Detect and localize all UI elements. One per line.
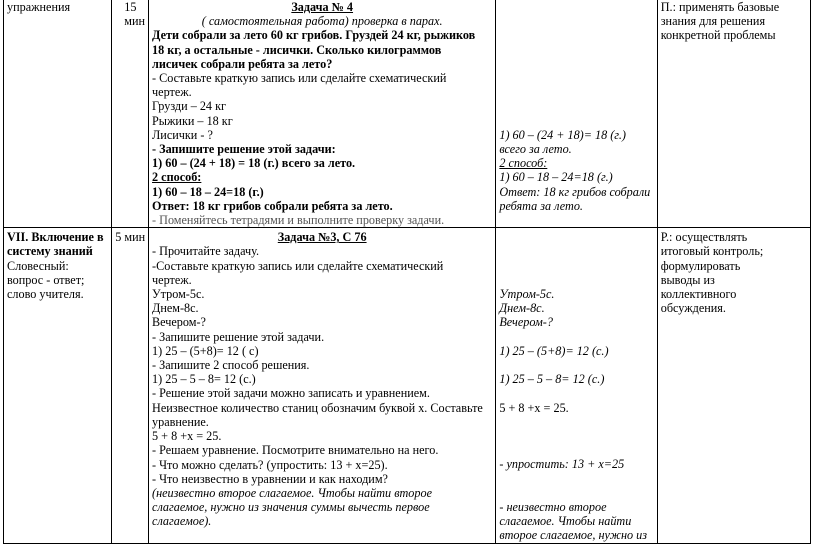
result-line: знания для решения bbox=[660, 14, 766, 29]
instruction-line: - Запишите решение этой задачи: bbox=[152, 142, 336, 157]
task-line: 1) 25 – (5+8)= 12 ( с) bbox=[152, 343, 259, 358]
stage-desc: слово учителя. bbox=[7, 287, 84, 302]
task-line: Вечером-? bbox=[152, 315, 206, 330]
student-line: 1) 60 – (24 + 18)= 18 (г.) bbox=[499, 127, 626, 142]
teacher-activity-cell bbox=[149, 0, 496, 228]
result-line: обсуждения. bbox=[660, 301, 726, 316]
task-title: Задача № 4 bbox=[291, 0, 354, 14]
task-line: - Решение этой задачи можно записать и уравнением. bbox=[152, 386, 430, 401]
table-row bbox=[4, 228, 811, 543]
answer-line: Ответ: 18 кг грибов собрали ребята за лето. bbox=[152, 198, 393, 213]
student-line: 2 способ: bbox=[499, 156, 548, 171]
student-activity-cell bbox=[496, 0, 657, 228]
result-line: П.: применять базовые bbox=[660, 0, 780, 14]
note-line: Лисички - ? bbox=[152, 127, 213, 142]
problem-line: Дети собрали за лето 60 кг грибов. Груздей 24 кг, рыжиков bbox=[152, 28, 476, 43]
task-line: -Составьте краткую запись или сделайте схематический bbox=[152, 258, 444, 273]
lesson-table bbox=[3, 0, 811, 544]
instruction-line: чертеж. bbox=[152, 85, 192, 100]
stage-desc: вопрос - ответ; bbox=[7, 272, 85, 287]
time-value: 15 bbox=[124, 0, 137, 14]
result-line: итоговый контроль; bbox=[660, 244, 764, 259]
student-line: Ответ: 18 кг грибов собрали bbox=[499, 184, 651, 199]
student-line: 5 + 8 +x = 25. bbox=[499, 400, 569, 415]
stage-title: систему знаний bbox=[7, 244, 93, 259]
final-instruction: - Поменяйтесь тетрадями и выполните проверку задачи. bbox=[152, 213, 445, 228]
task-line: слагаемое). bbox=[152, 514, 212, 529]
student-line: - упростить: 13 + x=25 bbox=[499, 457, 625, 472]
student-line: всего за лето. bbox=[499, 141, 572, 156]
task-line: слагаемое, нужно из значения суммы вычесть первое bbox=[152, 500, 430, 515]
task-line: Утром-5с. bbox=[152, 287, 205, 302]
student-line: второе слагаемое, нужно из bbox=[499, 528, 647, 543]
task-line: - Запишите решение этой задачи. bbox=[152, 329, 325, 344]
task-line: - Что неизвестно в уравнении и как находим? bbox=[152, 471, 388, 486]
student-line: слагаемое. Чтобы найти bbox=[499, 514, 632, 529]
stage-cell bbox=[4, 228, 112, 543]
stage-title: VII. Включение в bbox=[7, 230, 104, 245]
stage-desc: Словесный: bbox=[7, 258, 69, 273]
student-line: Днем-8с. bbox=[499, 301, 545, 316]
result-line: коллективного bbox=[660, 287, 737, 302]
problem-line: 18 кг, а остальные - лисички. Сколько килограммов bbox=[152, 42, 442, 57]
teacher-activity-cell bbox=[149, 228, 496, 543]
student-line: Вечером-? bbox=[499, 315, 553, 330]
results-cell bbox=[657, 0, 810, 228]
note-line: Рыжики – 18 кг bbox=[152, 113, 233, 128]
method2-title: 2 способ: bbox=[152, 170, 202, 185]
time-unit: мин bbox=[124, 14, 146, 29]
task-line: Днем-8с. bbox=[152, 301, 199, 316]
student-line: - неизвестно второе bbox=[499, 499, 607, 514]
time-cell bbox=[112, 0, 149, 228]
student-line: 1) 25 – (5+8)= 12 (с.) bbox=[499, 343, 609, 358]
task-line: уравнение. bbox=[152, 414, 209, 429]
student-line: ребята за лето. bbox=[499, 198, 583, 213]
student-line: Утром-5с. bbox=[499, 287, 555, 301]
task-line: - Что можно сделать? (упростить: 13 + x=25). bbox=[152, 457, 388, 472]
time-cell bbox=[112, 228, 149, 543]
results-cell bbox=[657, 228, 810, 543]
task-line: - Запишите 2 способ решения. bbox=[152, 358, 310, 373]
stage-cell bbox=[4, 0, 112, 228]
note-line: Грузди – 24 кг bbox=[152, 99, 226, 114]
student-activity-cell bbox=[496, 228, 657, 543]
stage-name: упражнения bbox=[7, 0, 71, 14]
student-line: 1) 60 – 18 – 24=18 (г.) bbox=[499, 170, 613, 185]
result-line: Р.: осуществлять bbox=[660, 230, 748, 245]
problem-line: лисичек собрали ребята за лето? bbox=[152, 56, 333, 71]
task-line: 1) 25 – 5 – 8= 12 (с.) bbox=[152, 372, 256, 387]
task-subtitle: ( самостоятельная работа) проверка в парах. bbox=[201, 14, 443, 29]
solution-line: 1) 60 – 18 – 24=18 (г.) bbox=[152, 184, 264, 199]
task-line: - Прочитайте задачу. bbox=[152, 244, 260, 259]
result-line: конкретной проблемы bbox=[660, 28, 776, 43]
task-line: (неизвестно второе слагаемое. Чтобы найти второе bbox=[152, 485, 432, 500]
task-line: чертеж. bbox=[152, 272, 192, 287]
result-line: выводы из bbox=[660, 272, 715, 287]
table-row bbox=[4, 0, 811, 228]
task-line: 5 + 8 +x = 25. bbox=[152, 429, 222, 444]
task-line: - Решаем уравнение. Посмотрите внимательно на него. bbox=[152, 443, 439, 458]
task-line: Неизвестное количество станиц обозначим буквой x. Составьте bbox=[152, 400, 483, 415]
task-title: Задача №3, С 76 bbox=[277, 230, 367, 245]
solution-line: 1) 60 – (24 + 18) = 18 (г.) всего за лето. bbox=[152, 156, 356, 171]
instruction-line: - Составьте краткую запись или сделайте схематический bbox=[152, 71, 447, 86]
time-value: 5 мин bbox=[115, 230, 146, 245]
student-line: 1) 25 – 5 – 8= 12 (с.) bbox=[499, 372, 605, 387]
result-line: формулировать bbox=[660, 258, 741, 273]
